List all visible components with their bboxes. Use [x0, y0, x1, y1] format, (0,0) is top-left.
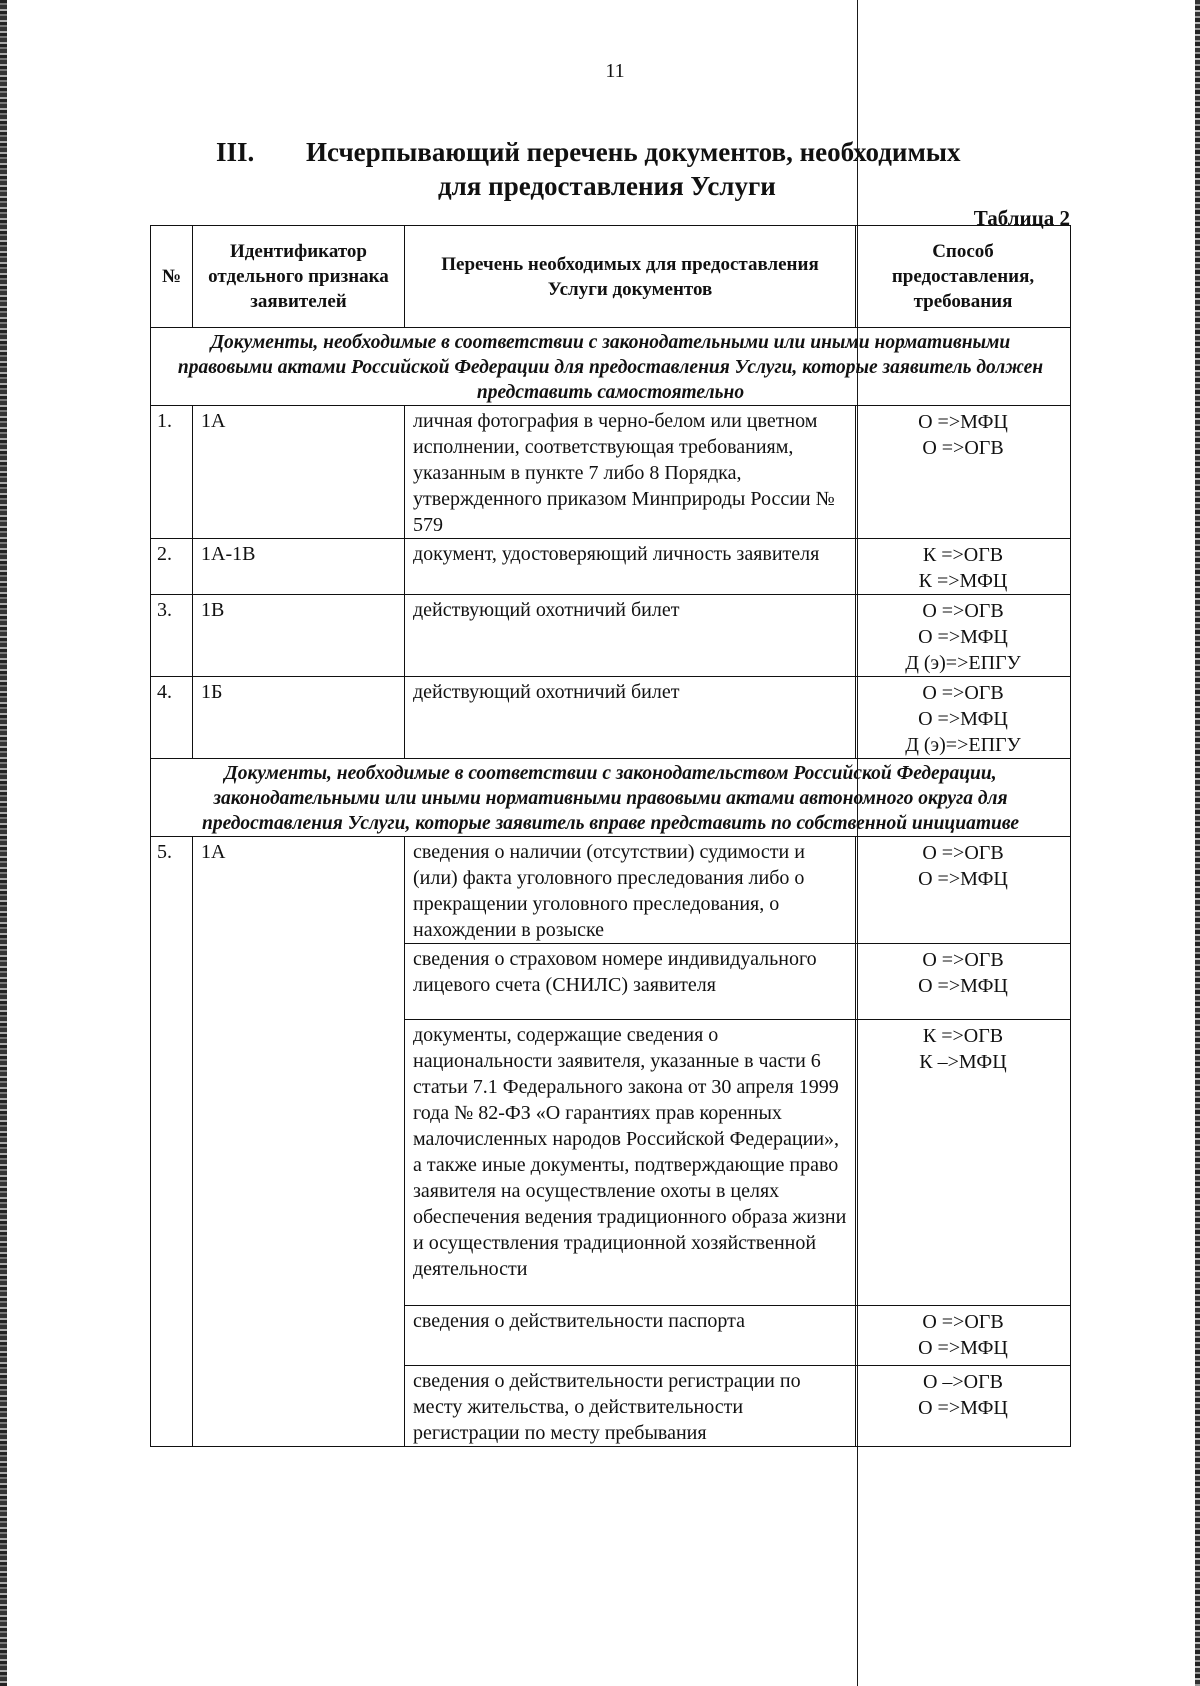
row-method — [856, 1020, 1071, 1306]
table-row — [151, 406, 1071, 539]
method-line: О =>ОГВ — [922, 949, 1004, 971]
row-document: сведения о наличии (отсутствии) судимости и (или) факта уголовного преследования либо о прекращении уголовного преследования, о нахождении в розыске — [405, 837, 856, 944]
section-row — [151, 328, 1071, 406]
header-identifier: Идентификатор отдельного признака заявителей — [193, 226, 405, 328]
row-identifier: 1А-1В — [193, 539, 405, 595]
method-line: К =>МФЦ — [918, 570, 1008, 592]
section-heading-mandatory: Документы, необходимые в соответствии с законодательными или иными нормативными правовыми актами Российской Федерации для предоставления Услуги, которые заявитель должен представить самостоятельно — [151, 328, 1071, 406]
row-number: 1. — [151, 406, 193, 539]
method-line: О =>МФЦ — [918, 975, 1008, 997]
row-number: 5. — [151, 837, 193, 1447]
section-heading-optional: Документы, необходимые в соответствии с законодательством Российской Федерации, законодательными или иными нормативными правовыми актами автономного округа для предоставления Услуги, которые заявитель вправе представить по собственной инициативе — [151, 759, 1071, 837]
table-row — [151, 837, 1071, 944]
method-line: О =>МФЦ — [918, 411, 1008, 433]
method-line: К =>ОГВ — [922, 1025, 1004, 1047]
method-line: К =>ОГВ — [922, 544, 1004, 566]
method-line: Д (э)=>ЕПГУ — [905, 734, 1021, 756]
row-identifier: 1А — [193, 406, 405, 539]
header-num: № — [151, 226, 193, 328]
table-header-row — [151, 226, 1071, 328]
row-document: документ, удостоверяющий личность заявителя — [405, 539, 856, 595]
scan-left-edge — [0, 0, 7, 1686]
row-method — [856, 837, 1071, 944]
row-method — [856, 539, 1071, 595]
method-line: О =>МФЦ — [918, 1337, 1008, 1359]
row-number: 3. — [151, 595, 193, 677]
row-method — [856, 677, 1071, 759]
row-document: сведения о действительности регистрации по месту жительства, о действительности регистрации по месту пребывания — [405, 1366, 856, 1447]
method-line: О =>МФЦ — [918, 1397, 1008, 1419]
table-row — [151, 539, 1071, 595]
method-line: О =>МФЦ — [918, 626, 1008, 648]
row-method — [856, 595, 1071, 677]
row-number: 4. — [151, 677, 193, 759]
row-identifier: 1Б — [193, 677, 405, 759]
method-line: О =>ОГВ — [922, 600, 1004, 622]
row-number: 2. — [151, 539, 193, 595]
row-identifier: 1А — [193, 837, 405, 1447]
scan-right-edge — [1195, 0, 1200, 1686]
method-line: Д (э)=>ЕПГУ — [905, 652, 1021, 674]
row-document: действующий охотничий билет — [405, 677, 856, 759]
page-number: 11 — [605, 60, 625, 82]
method-line: К –>МФЦ — [919, 1051, 1007, 1073]
row-document: личная фотография в черно-белом или цветном исполнении, соответствующая требованиям, указанным в пункте 7 либо 8 Порядка, утвержденного приказом Минприроды России № 579 — [405, 406, 856, 539]
section-title-line1: Исчерпывающий перечень документов, необходимых — [306, 137, 961, 167]
section-roman-numeral: III. — [216, 137, 255, 167]
row-document: сведения о страховом номере индивидуального лицевого счета (СНИЛС) заявителя — [405, 944, 856, 1020]
table-row — [151, 677, 1071, 759]
method-line: О =>МФЦ — [918, 708, 1008, 730]
method-line: О =>МФЦ — [918, 868, 1008, 890]
documents-table — [150, 225, 1071, 1447]
method-line: О =>ОГВ — [922, 842, 1004, 864]
section-row — [151, 759, 1071, 837]
method-line: О =>ОГВ — [922, 437, 1004, 459]
table-row — [151, 595, 1071, 677]
row-document: документы, содержащие сведения о национальности заявителя, указанные в части 6 статьи 7.1 Федерального закона от 30 апреля 1999 года № 82-ФЗ «О гарантиях прав коренных малочисленных народов Российской Федерации», а также иные документы, подтверждающие право заявителя на осуществление охоты в целях обеспечения ведения традиционного образа жизни и осуществления традиционной хозяйственной деятельности — [405, 1020, 856, 1306]
method-line: О =>ОГВ — [922, 682, 1004, 704]
header-documents: Перечень необходимых для предоставления Услуги документов — [405, 226, 856, 328]
row-method — [856, 1306, 1071, 1366]
row-identifier: 1В — [193, 595, 405, 677]
row-method — [856, 944, 1071, 1020]
section-title-line2: для предоставления Услуги — [438, 171, 776, 201]
table-caption: Таблица 2 — [973, 206, 1070, 230]
method-line: О =>ОГВ — [922, 1311, 1004, 1333]
row-document: сведения о действительности паспорта — [405, 1306, 856, 1366]
header-method: Способ предоставления, требования — [856, 226, 1071, 328]
row-method — [856, 406, 1071, 539]
row-method — [856, 1366, 1071, 1447]
method-line: О –>ОГВ — [922, 1371, 1004, 1393]
row-document: действующий охотничий билет — [405, 595, 856, 677]
